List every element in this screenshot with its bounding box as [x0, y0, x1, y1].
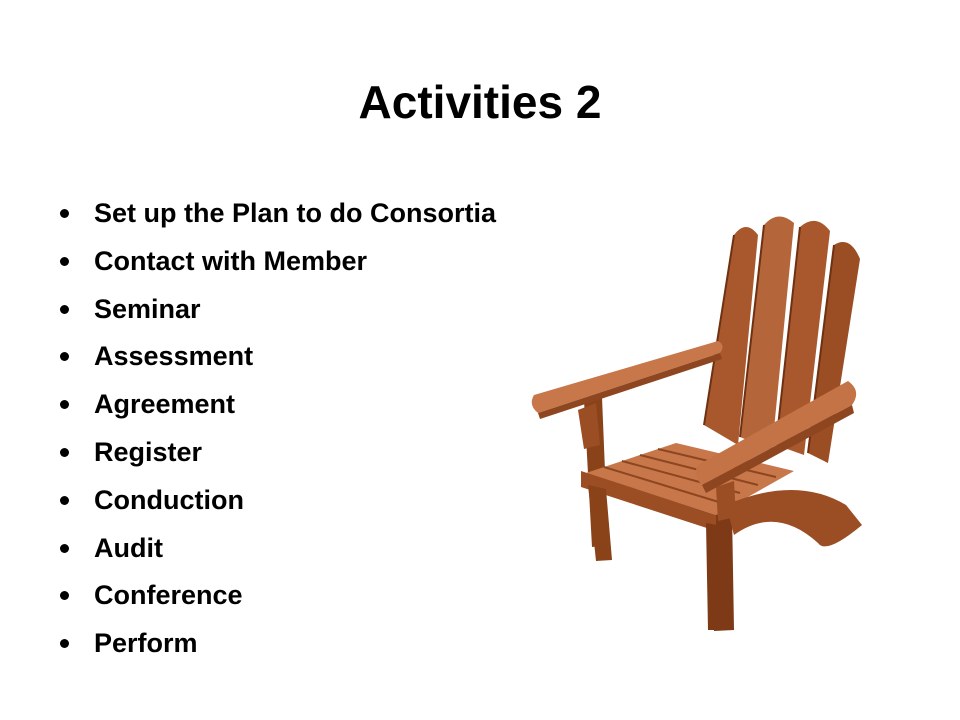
- bullet-text: Agreement: [94, 389, 236, 420]
- bullet-item: [60, 525, 496, 573]
- bullet-dot-icon: [60, 639, 69, 648]
- bullet-list: [60, 190, 496, 668]
- bullet-text: Assessment: [94, 341, 254, 372]
- bullet-dot-icon: [60, 257, 69, 266]
- bullet-text: Audit: [94, 532, 163, 563]
- bullet-item: [60, 238, 496, 286]
- bullet-text: Perform: [94, 628, 198, 659]
- bullet-text: Conference: [94, 580, 243, 611]
- bullet-dot-icon: [60, 352, 69, 361]
- adirondack-chair-image: [526, 205, 876, 635]
- adirondack-chair-icon: [526, 205, 876, 635]
- bullet-text: Set up the Plan to do Consortia: [94, 198, 497, 228]
- bullet-item: [60, 429, 496, 477]
- bullet-dot-icon: [60, 591, 69, 600]
- bullet-item: [60, 333, 496, 381]
- bullet-item: [60, 620, 496, 668]
- bullet-text: Seminar: [94, 293, 201, 324]
- bullet-dot-icon: [60, 496, 69, 505]
- bullet-text: Conduction: [94, 484, 244, 515]
- bullet-text: Register: [94, 436, 203, 467]
- bullet-text: Contact with Member: [94, 245, 368, 276]
- bullet-item: [60, 381, 496, 429]
- bullet-dot-icon: [60, 400, 69, 409]
- bullet-dot-icon: [60, 448, 69, 457]
- bullet-item: [60, 477, 496, 525]
- bullet-dot-icon: [60, 305, 69, 314]
- slide-title: Activities 2: [358, 76, 602, 128]
- bullet-item: [60, 190, 496, 238]
- bullet-item: [60, 572, 496, 620]
- bullet-dot-icon: [60, 209, 69, 218]
- bullet-item: [60, 286, 496, 334]
- bullet-dot-icon: [60, 544, 69, 553]
